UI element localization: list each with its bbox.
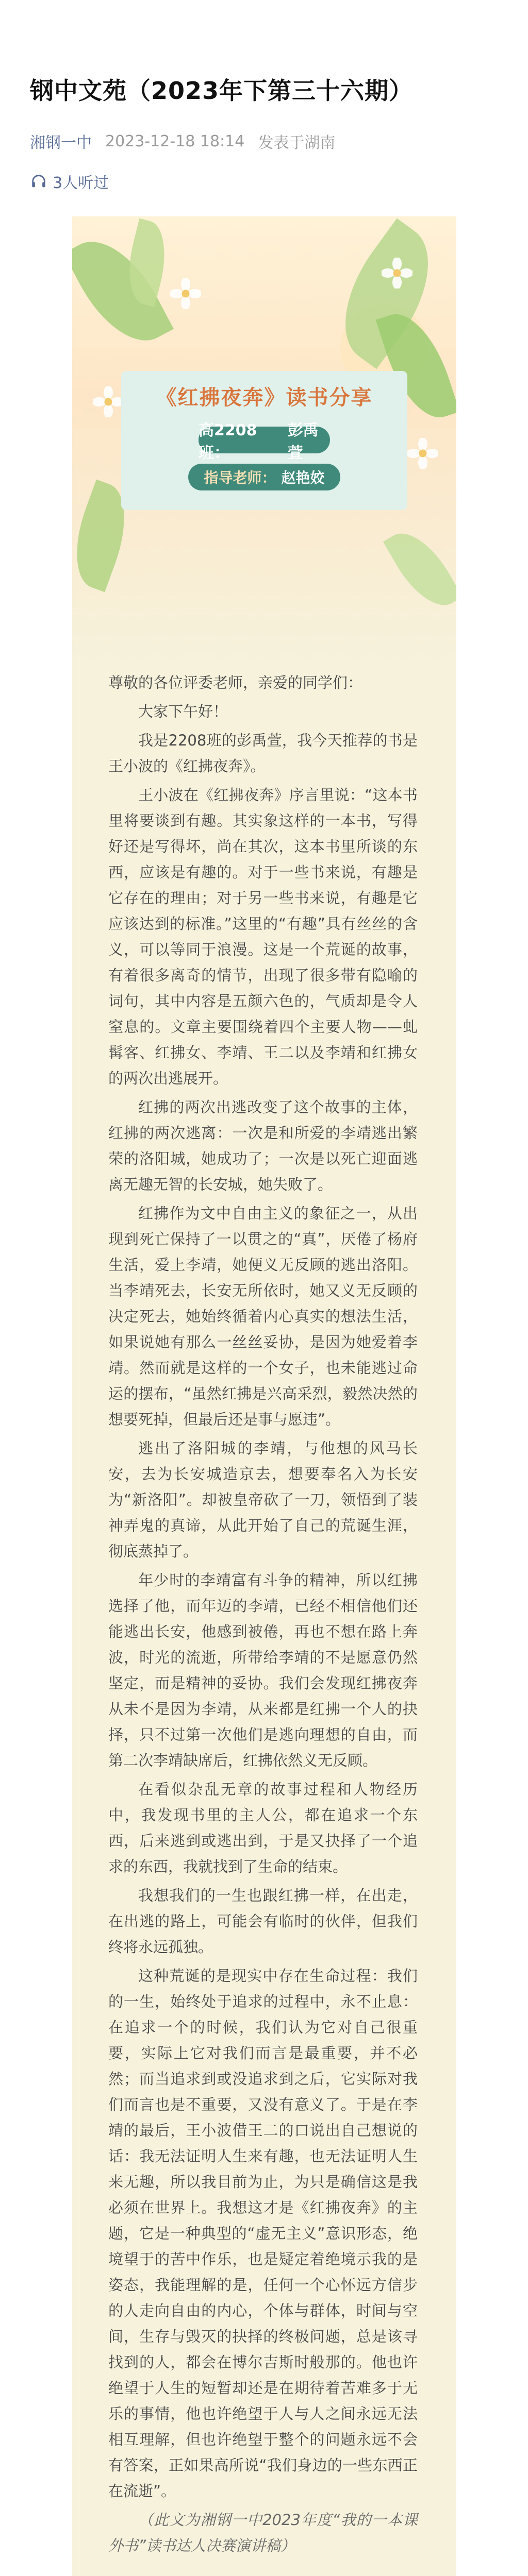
flower-icon xyxy=(93,386,124,417)
author-name: 彭禹萱 xyxy=(287,421,319,462)
leaf-decoration xyxy=(383,521,456,617)
publish-location: 发表于湖南 xyxy=(258,134,336,152)
headphone-icon xyxy=(30,173,47,190)
article-poster xyxy=(72,216,456,2576)
essay-paragraph: 我是2208班的彭禹萱，我今天推荐的书是王小波的《红拂夜奔》。 xyxy=(108,732,418,775)
poster-banner xyxy=(72,216,456,670)
article-header xyxy=(0,0,528,216)
essay-paragraph: 红拂作为文中自由主义的象征之一，从出现到死亡保持了一以贯之的“真”，厌倦了杨府生活，爱上李靖，她便义无反顾的逃出洛阳。当李靖死去，长安无所依时，她又义无反顾的决定死去，她始终循着内心真实的想法生活，如果说她有那么一丝丝妥协，是因为她爱着李靖。然而就是这样的一个女子，也未能逃过命运的摆布，“虽然红拂是兴高采烈，毅然决然的想要死掉，但最后还是事与愿违”。 xyxy=(108,1205,418,1428)
teacher-label: 指导老师： xyxy=(204,469,276,486)
author-class: 高2208班： xyxy=(199,421,257,462)
essay-note: （此文为湘钢一中2023年度“我的一本课外书”读书达人决赛演讲稿） xyxy=(108,2511,418,2554)
flower-icon xyxy=(170,278,201,309)
essay-paragraph: 大家下午好！ xyxy=(138,703,228,720)
author-pill xyxy=(199,421,330,462)
essay-paragraph: 王小波在《红拂夜奔》序言里说：“这本书里将要谈到有趣。其实象这样的一本书，写得好还是写得坏，尚在其次，这本书里所谈的东西，应该是有趣的。对于一些书来说，有趣是它存在的理由；对于另一些书来说，有趣是它应该达到的标准。”这里的“有趣”具有丝丝的含义，可以等同于浪漫。这是一个荒诞的故事，有着很多离奇的情节，出现了很多带有隐喻的词句，其中内容是五颜六色的，气质却是令人窒息的。文章主要围绕着四个主要人物——虬髯客、红拂女、李靖、王二以及李靖和红拂女的两次出逃展开。 xyxy=(108,786,418,1087)
essay-paragraph: 逃出了洛阳城的李靖，与他想的风马长安，去为长安城造京去，想要奉名入为长安为“新洛阳”。却被皇帝砍了一刀，领悟到了装神弄鬼的真谛，从此开始了自己的荒诞生涯，彻底蒸掉了。 xyxy=(108,1439,418,1560)
book-share-title: 《红拂夜奔》读书分享 xyxy=(156,386,373,410)
essay-paragraph: 尊敬的各位评委老师，亲爱的同学们： xyxy=(108,674,363,691)
article-meta xyxy=(30,130,335,152)
listen-count[interactable] xyxy=(30,170,109,193)
teacher-pill xyxy=(188,464,340,490)
essay-body xyxy=(108,670,418,2562)
listen-count-text: 3人听过 xyxy=(53,174,109,192)
essay-paragraph: 年少时的李靖富有斗争的精神，所以红拂选择了他，而年迈的李靖，已经不相信他们还能逃出长安，他感到被倦，再也不想在路上奔波，时光的流逝，所带给李靖的不是愿意仍然坚定，而是精神的妥协。我们会发现红拂夜奔从未不是因为李靖，从来都是红拂一个人的抉择，只不过第一次他们是逃向理想的自由，而第二次李靖缺席后，红拂依然义无反顾。 xyxy=(108,1571,418,1769)
essay-paragraph: 在看似杂乱无章的故事过程和人物经历中，我发现书里的主人公，都在追求一个东西，后来逃到或逃出到，于是又抉择了一个追求的东西，我就找到了生命的结束。 xyxy=(108,1781,418,1875)
title-card xyxy=(121,371,407,510)
flower-icon xyxy=(382,258,412,289)
account-name-link[interactable]: 湘钢一中 xyxy=(30,134,92,152)
essay-paragraph: 这种荒诞的是现实中存在生命过程：我们的一生，始终处于追求的过程中，永不止息：在追求一个的时候，我们认为它对自己很重要，实际上它对我们而言是最重要，并不必然；而当追求到或没追求到之后，它实际对我们而言也是不重要，又没有意义了。于是在李靖的最后，王小波借王二的口说出自己想说的话：我无法证明人生来有趣，也无法证明人生来无趣，所以我目前为止，为只是确信这是我必须在世界上。我想这才是《红拂夜奔》的主题，它是一种典型的“虚无主义”意识形态，绝境望于的苦中作乐，也是疑定着绝境示我的是姿态，我能理解的是，任何一个心怀远方信步的人走向自由的内心，个体与群体，时间与空间，生存与毁灭的抉择的终极问题，总是该寻找到的人，都会在博尔吉斯时般那的。他也许绝望于人生的短暂却还是在期待着苦难多于无乐的事情，他也许绝望于人与人之间永远无法相互理解，但也许绝望于整个的问题永远不会有答案，正如果高所说“我们身边的一些东西正在流逝”。 xyxy=(108,1967,418,2500)
essay-paragraph: 红拂的两次出逃改变了这个故事的主体，红拂的两次逃离：一次是和所爱的李靖逃出繁荣的洛阳城，她成功了；一次是以死亡迎面逃离无趣无智的长安城，她失败了。 xyxy=(108,1098,418,1193)
essay-paragraph: 我想我们的一生也跟红拂一样，在出走，在出逃的路上，可能会有临时的伙伴，但我们终将永远孤独。 xyxy=(108,1887,418,1956)
flower-icon xyxy=(407,438,438,469)
article-title: 钢中文苑（2023年下第三十六期） xyxy=(30,77,414,105)
teacher-name: 赵艳姣 xyxy=(281,469,325,486)
publish-datetime: 2023-12-18 18:14 xyxy=(105,132,245,150)
